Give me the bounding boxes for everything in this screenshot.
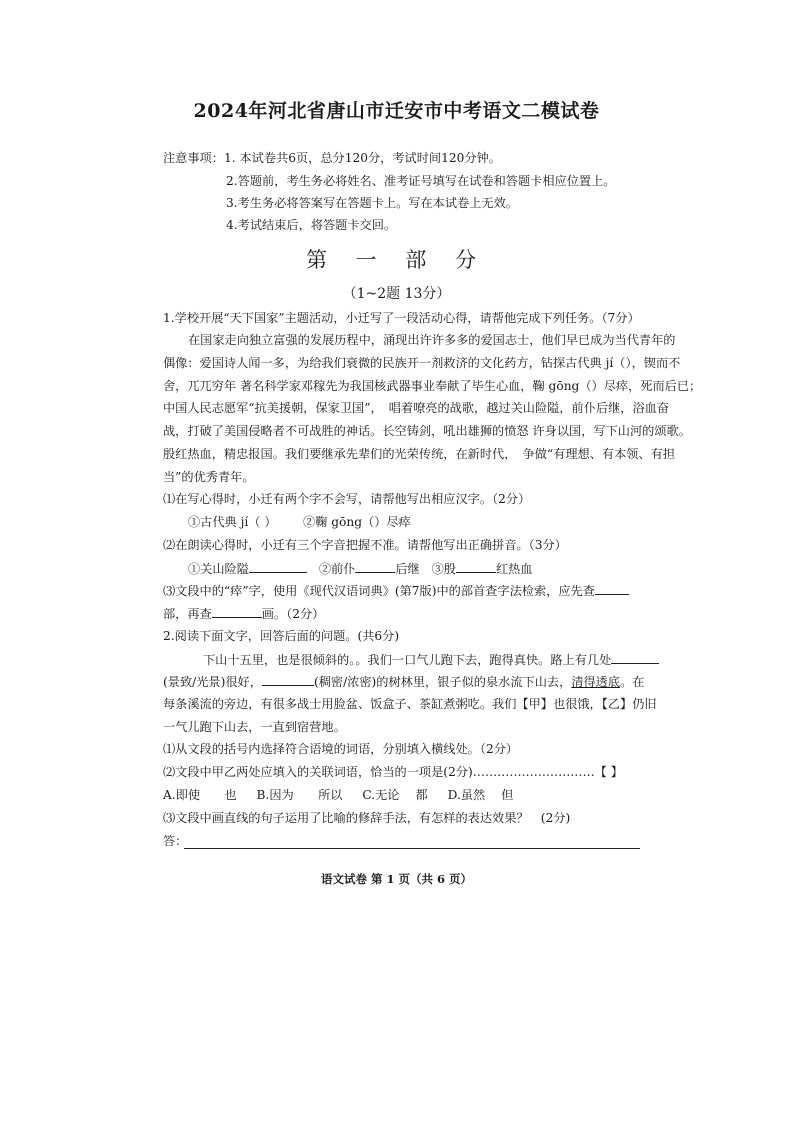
- answer-blank[interactable]: [249, 560, 307, 573]
- section-title: 第 一 部 分: [305, 248, 488, 272]
- q2-para-text: (景致/光景)很好，: [163, 675, 262, 689]
- q1-sub1: ⑴在写心得时，小迁有两个字不会写，请帮他写出相应汉字。（2分）: [163, 492, 531, 506]
- q2-para-line-2: [163, 673, 644, 690]
- notes-first-line: [163, 150, 501, 166]
- q1-sub3-text-3: 画。（2分）: [261, 607, 325, 621]
- q1-sub3-text-2: 部，再查: [163, 607, 212, 621]
- q1-para-line: 偶像：爱国诗人闻一多，为给我们衰微的民族开一剂救济的文化药方，钻探古代典 jí（），锲而不: [163, 356, 681, 370]
- option-d[interactable]: D.虽然 但: [447, 788, 514, 802]
- section-subtitle: （1~2题 13分）: [342, 286, 451, 302]
- note-item-2: 2.答题前，考生务必将姓名、准考证号填写在试卷和答题卡相应位置上。: [226, 174, 616, 188]
- q2-para-text: (稠密/浓密)的树林里，银子似的泉水流下山去，: [313, 675, 572, 689]
- q1-para-line: 当”的优秀青年。: [163, 470, 255, 484]
- q2-options: [163, 787, 513, 803]
- q1-sub2-item-c: ③殷: [431, 562, 456, 576]
- option-b[interactable]: B.因为 所以: [256, 788, 343, 802]
- underlined-sentence: 清得透底: [571, 675, 621, 689]
- q1-sub2-items: [188, 560, 533, 577]
- note-item-3: 3.考生务必将答案写在答题卡上。写在本试卷上无效。: [226, 196, 518, 210]
- q2-stem: 2.阅读下面文字，回答后面的问题。(共6分): [163, 629, 400, 643]
- exam-title: 2024年河北省唐山市迁安市中考语文二模试卷: [193, 100, 600, 122]
- q1-para-line: 舍，兀兀穷年 著名科学家邓稼先为我国核武器事业奉献了毕生心血，鞠 gōng（）尽瘁，死而后已；: [163, 379, 702, 393]
- q1-sub2-item-b: ②前仆: [318, 562, 356, 576]
- page-footer: 语文试卷 第 1 页（共 6 页）: [320, 872, 473, 886]
- q2-sub2: ⑵文段中甲乙两处应填入的关联词语，恰当的一项是(2分)…………………………【 】: [163, 765, 623, 779]
- answer-blank[interactable]: [595, 582, 629, 595]
- q1-sub3-line2: [163, 605, 324, 622]
- q2-para-line-4: 一气儿跑下山去，一直到宿营地。: [163, 720, 346, 734]
- notes-label: 注意事项：: [163, 151, 224, 165]
- q1-sub2-item-b-tail: 后继: [395, 562, 420, 576]
- q1-para-line: 中国人民志愿军“抗美援朝，保家卫国”， 唱着嘹亮的战歌，越过关山险隘，前仆后继，浴血奋: [163, 401, 670, 415]
- answer-blank[interactable]: [355, 560, 395, 573]
- option-a[interactable]: A.即使 也: [163, 788, 237, 802]
- q1-sub1-item-a: ①古代典 jí（ ）: [188, 515, 277, 529]
- q2-para-text: 。在: [620, 675, 645, 689]
- q1-sub2-item-c-tail: 红热血: [496, 562, 533, 576]
- q1-para-line: 在国家走向独立富强的发展历程中，涌现出许许多多的爱国志士，他们早已成为当代青年的: [188, 333, 676, 347]
- answer-line[interactable]: [184, 848, 640, 849]
- q1-sub1-item-b: ②鞠 gōng（）尽瘁: [303, 515, 411, 529]
- q1-stem: 1.学校开展“天下国家”主题活动，小迁写了一段活动心得，请帮他完成下列任务。（7分）: [163, 311, 640, 325]
- q2-para-line-1: [203, 651, 659, 668]
- q1-sub3-text: ⑶文段中的“瘁”字，使用《现代汉语词典》(第7版)中的部首查字法检索，应先查: [163, 584, 595, 598]
- answer-blank[interactable]: [611, 651, 659, 664]
- q1-para-line: 殷红热血，精忠报国。我们要继承先辈们的光荣传统，在新时代， 争做“有理想、有本领、有担: [163, 447, 676, 461]
- q1-sub3-line1: [163, 582, 629, 599]
- answer-blank[interactable]: [456, 560, 496, 573]
- q1-sub2-item-a: ①关山险隘: [188, 562, 249, 576]
- answer-blank[interactable]: [212, 605, 262, 618]
- answer-label: 答：: [163, 834, 188, 848]
- q2-para-text: 下山十五里，也是很倾斜的。。我们一口气儿跑下去，跑得真快。路上有几处: [203, 653, 612, 667]
- note-item-1: 1. 本试卷共6页，总分120分，考试时间120分钟。: [223, 151, 501, 165]
- q1-sub2: ⑵在朗读心得时，小迁有三个字音把握不准。请帮他写出正确拼音。（3分）: [163, 538, 567, 552]
- q1-para-line: 战，打破了美国侵略者不可战胜的神话。长空铸剑，吼出雄狮的愤怒 许身以国，写下山河的颂歌。: [163, 424, 691, 438]
- note-item-4: 4.考试结束后，将答题卡交回。: [226, 218, 397, 232]
- q2-para-line-3: 每条溪流的旁边，有很多战士用脸盆、饭盒子、茶缸煮粥吃。我们【甲】也很饿，【乙】仍旧: [163, 697, 657, 711]
- q2-sub1: ⑴从文段的括号内选择符合语境的词语，分别填入横线处。（2分）: [163, 742, 519, 756]
- option-c[interactable]: C.无论 都: [362, 788, 428, 802]
- q2-sub3: ⑶文段中画直线的句子运用了比喻的修辞手法，有怎样的表达效果？ (2分): [163, 811, 571, 825]
- answer-blank[interactable]: [262, 673, 314, 686]
